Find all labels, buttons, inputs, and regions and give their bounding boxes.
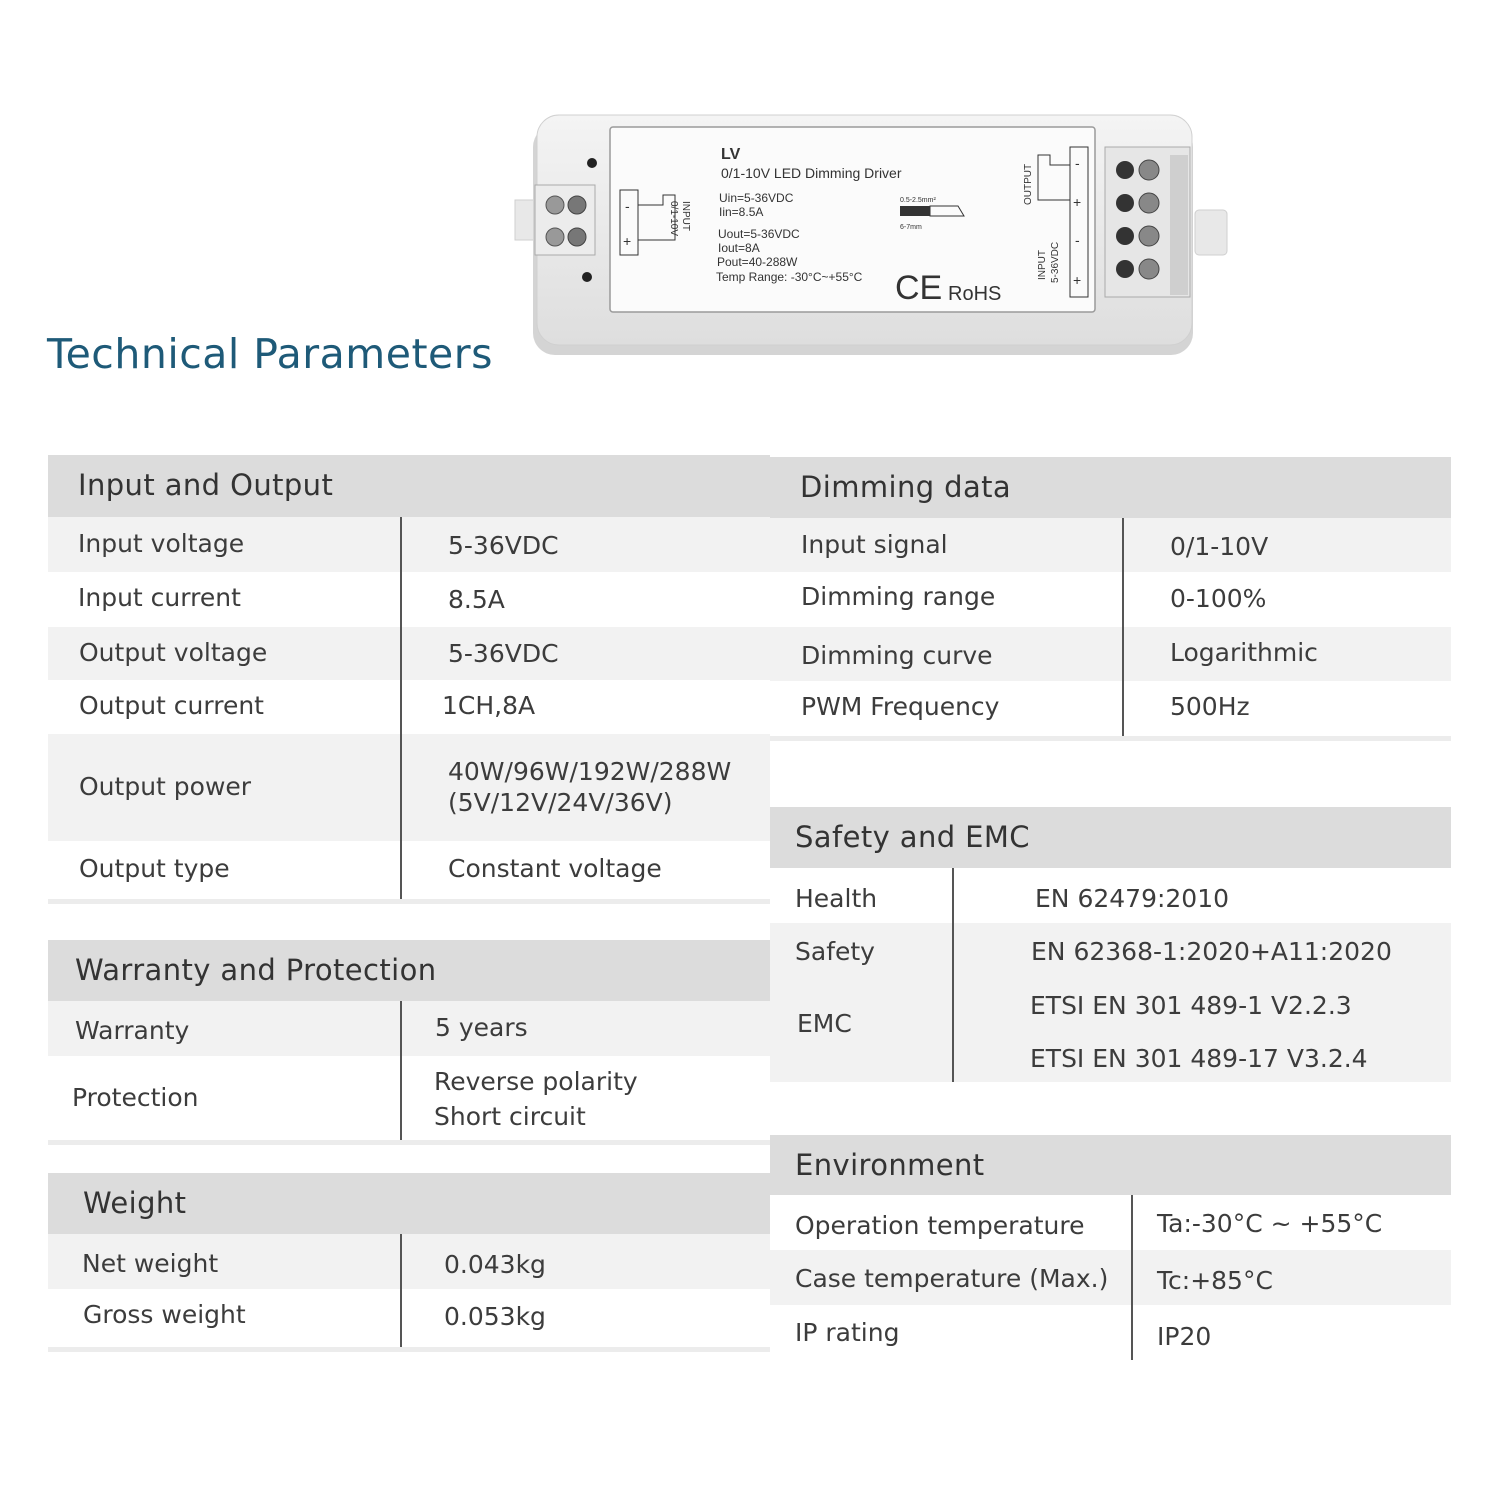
device-input-minus: - [625,198,630,214]
column-divider [952,868,954,1082]
emc-value-2: ETSI EN 301 489-17 V3.2.4 [1030,1044,1368,1073]
ip-rating-value: IP20 [1157,1322,1212,1351]
device-input-signal: 0/1-10V [668,201,679,237]
device-pin-plus: + [1073,272,1082,288]
table-row [770,1305,1451,1360]
table-row [770,868,1451,923]
dimming-range-label: Dimming range [801,582,996,611]
gross-weight-label: Gross weight [83,1300,246,1329]
health-label: Health [795,884,878,913]
safety-label: Safety [795,937,875,966]
table-row [770,978,1451,1082]
page-title: Technical Parameters [47,330,493,378]
dimming-curve-value: Logarithmic [1170,638,1318,667]
table-row [48,1056,770,1140]
device-pin-minus: - [1075,232,1080,248]
rohs-mark: RoHS [948,283,1002,305]
dimming-table [770,457,1451,742]
device-spec-3: Iout=8A [718,241,760,255]
net-weight-label: Net weight [82,1249,219,1278]
wire-strip-icon [900,206,930,216]
warranty-heading: Warranty and Protection [75,953,437,987]
input-output-header [48,455,770,517]
warranty-label: Warranty [75,1016,190,1045]
device-wire-gauge: 0.5-2.5mm² [900,197,936,204]
table-bottom-border [48,899,770,904]
device-model: LV [721,146,741,163]
protection-value: Reverse polarity [434,1067,638,1096]
output-type-label: Output type [79,854,230,883]
net-weight-value: 0.043kg [444,1250,546,1279]
input-voltage-label: Input voltage [78,529,245,558]
device-strip-length: 6-7mm [900,224,922,231]
table-row [48,627,770,680]
dimming-heading: Dimming data [800,470,1012,504]
device-output-label: OUTPUT [1023,163,1034,205]
weight-table [48,1173,770,1358]
output-power-value: 40W/96W/192W/288W [448,757,732,786]
input-current-label: Input current [78,583,241,612]
emc-value: ETSI EN 301 489-1 V2.2.3 [1030,991,1352,1020]
input-signal-label: Input signal [801,530,948,559]
table-row [48,734,770,841]
environment-table [770,1135,1451,1360]
table-row [770,627,1451,681]
ce-mark: CE [895,269,943,307]
output-current-value: 1CH,8A [442,691,536,720]
input-output-heading: Input and Output [78,468,334,502]
pwm-frequency-label: PWM Frequency [801,692,1000,721]
weight-heading: Weight [83,1186,187,1220]
device-input-plus: + [623,233,632,249]
table-bottom-border [770,736,1451,741]
output-voltage-label: Output voltage [79,638,268,667]
table-row [48,841,770,899]
pwm-frequency-value: 500Hz [1170,692,1250,721]
table-row [770,923,1451,978]
table-row [48,1289,770,1352]
safety-emc-table [770,807,1451,1082]
column-divider [400,517,402,899]
safety-value: EN 62368-1:2020+A11:2020 [1031,937,1392,966]
dimming-curve-label: Dimming curve [801,641,993,670]
table-bottom-border [48,1140,770,1145]
dimming-range-value: 0-100% [1170,584,1267,613]
table-row [770,1195,1451,1250]
output-voltage-value: 5-36VDC [448,639,559,668]
output-type-value: Constant voltage [448,854,662,883]
operation-temp-value: Ta:-30°C ~ +55°C [1157,1209,1383,1238]
case-temp-value: Tc:+85°C [1157,1266,1273,1295]
table-row [770,518,1451,572]
table-row [48,572,770,627]
table-row [48,1001,770,1056]
warranty-table [48,940,770,1145]
device-spec-0: Uin=5-36VDC [719,191,794,205]
protection-label: Protection [72,1083,199,1112]
environment-heading: Environment [795,1148,985,1182]
input-signal-value: 0/1-10V [1170,532,1269,561]
warranty-value: 5 years [435,1013,528,1042]
product-image [505,105,1235,365]
column-divider [1131,1195,1133,1360]
device-name: 0/1-10V LED Dimming Driver [721,165,902,181]
table-bottom-border [48,1347,770,1352]
device-spec-5: Temp Range: -30°C~+55°C [716,270,863,284]
table-row [48,680,770,734]
safety-emc-heading: Safety and EMC [795,820,1030,854]
table-row [770,572,1451,627]
device-spec-1: Iin=8.5A [719,205,764,219]
operation-temp-label: Operation temperature [795,1211,1085,1240]
protection-value-2: Short circuit [434,1102,586,1131]
input-voltage-value: 5-36VDC [448,531,559,560]
ip-rating-label: IP rating [795,1318,900,1347]
column-divider [1122,518,1124,736]
input-current-value: 8.5A [448,585,505,614]
input-output-table [48,455,770,905]
output-current-label: Output current [79,691,264,720]
column-divider [400,1001,402,1140]
device-out-plus: + [1073,194,1082,210]
device-power-input-label: INPUT [1037,250,1048,280]
gross-weight-value: 0.053kg [444,1302,546,1331]
device-input-label: INPUT [680,201,691,231]
device-spec-2: Uout=5-36VDC [718,227,800,241]
table-row [48,517,770,572]
table-row [770,681,1451,736]
warranty-header [48,940,770,1001]
output-power-voltages: (5V/12V/24V/36V) [448,788,673,817]
table-row [48,1234,770,1289]
weight-header [48,1173,770,1234]
column-divider [400,1234,402,1352]
health-value: EN 62479:2010 [1035,884,1230,913]
safety-emc-header [770,807,1451,868]
emc-label: EMC [797,1009,852,1038]
device-power-input-voltage: 5-36VDC [1050,241,1061,283]
output-power-label: Output power [79,772,252,801]
device-out-minus: - [1075,155,1080,171]
case-temp-label: Case temperature (Max.) [795,1264,1109,1293]
table-row [770,1250,1451,1305]
dimming-header [770,457,1451,518]
environment-header [770,1135,1451,1195]
device-spec-4: Pout=40-288W [717,255,798,269]
